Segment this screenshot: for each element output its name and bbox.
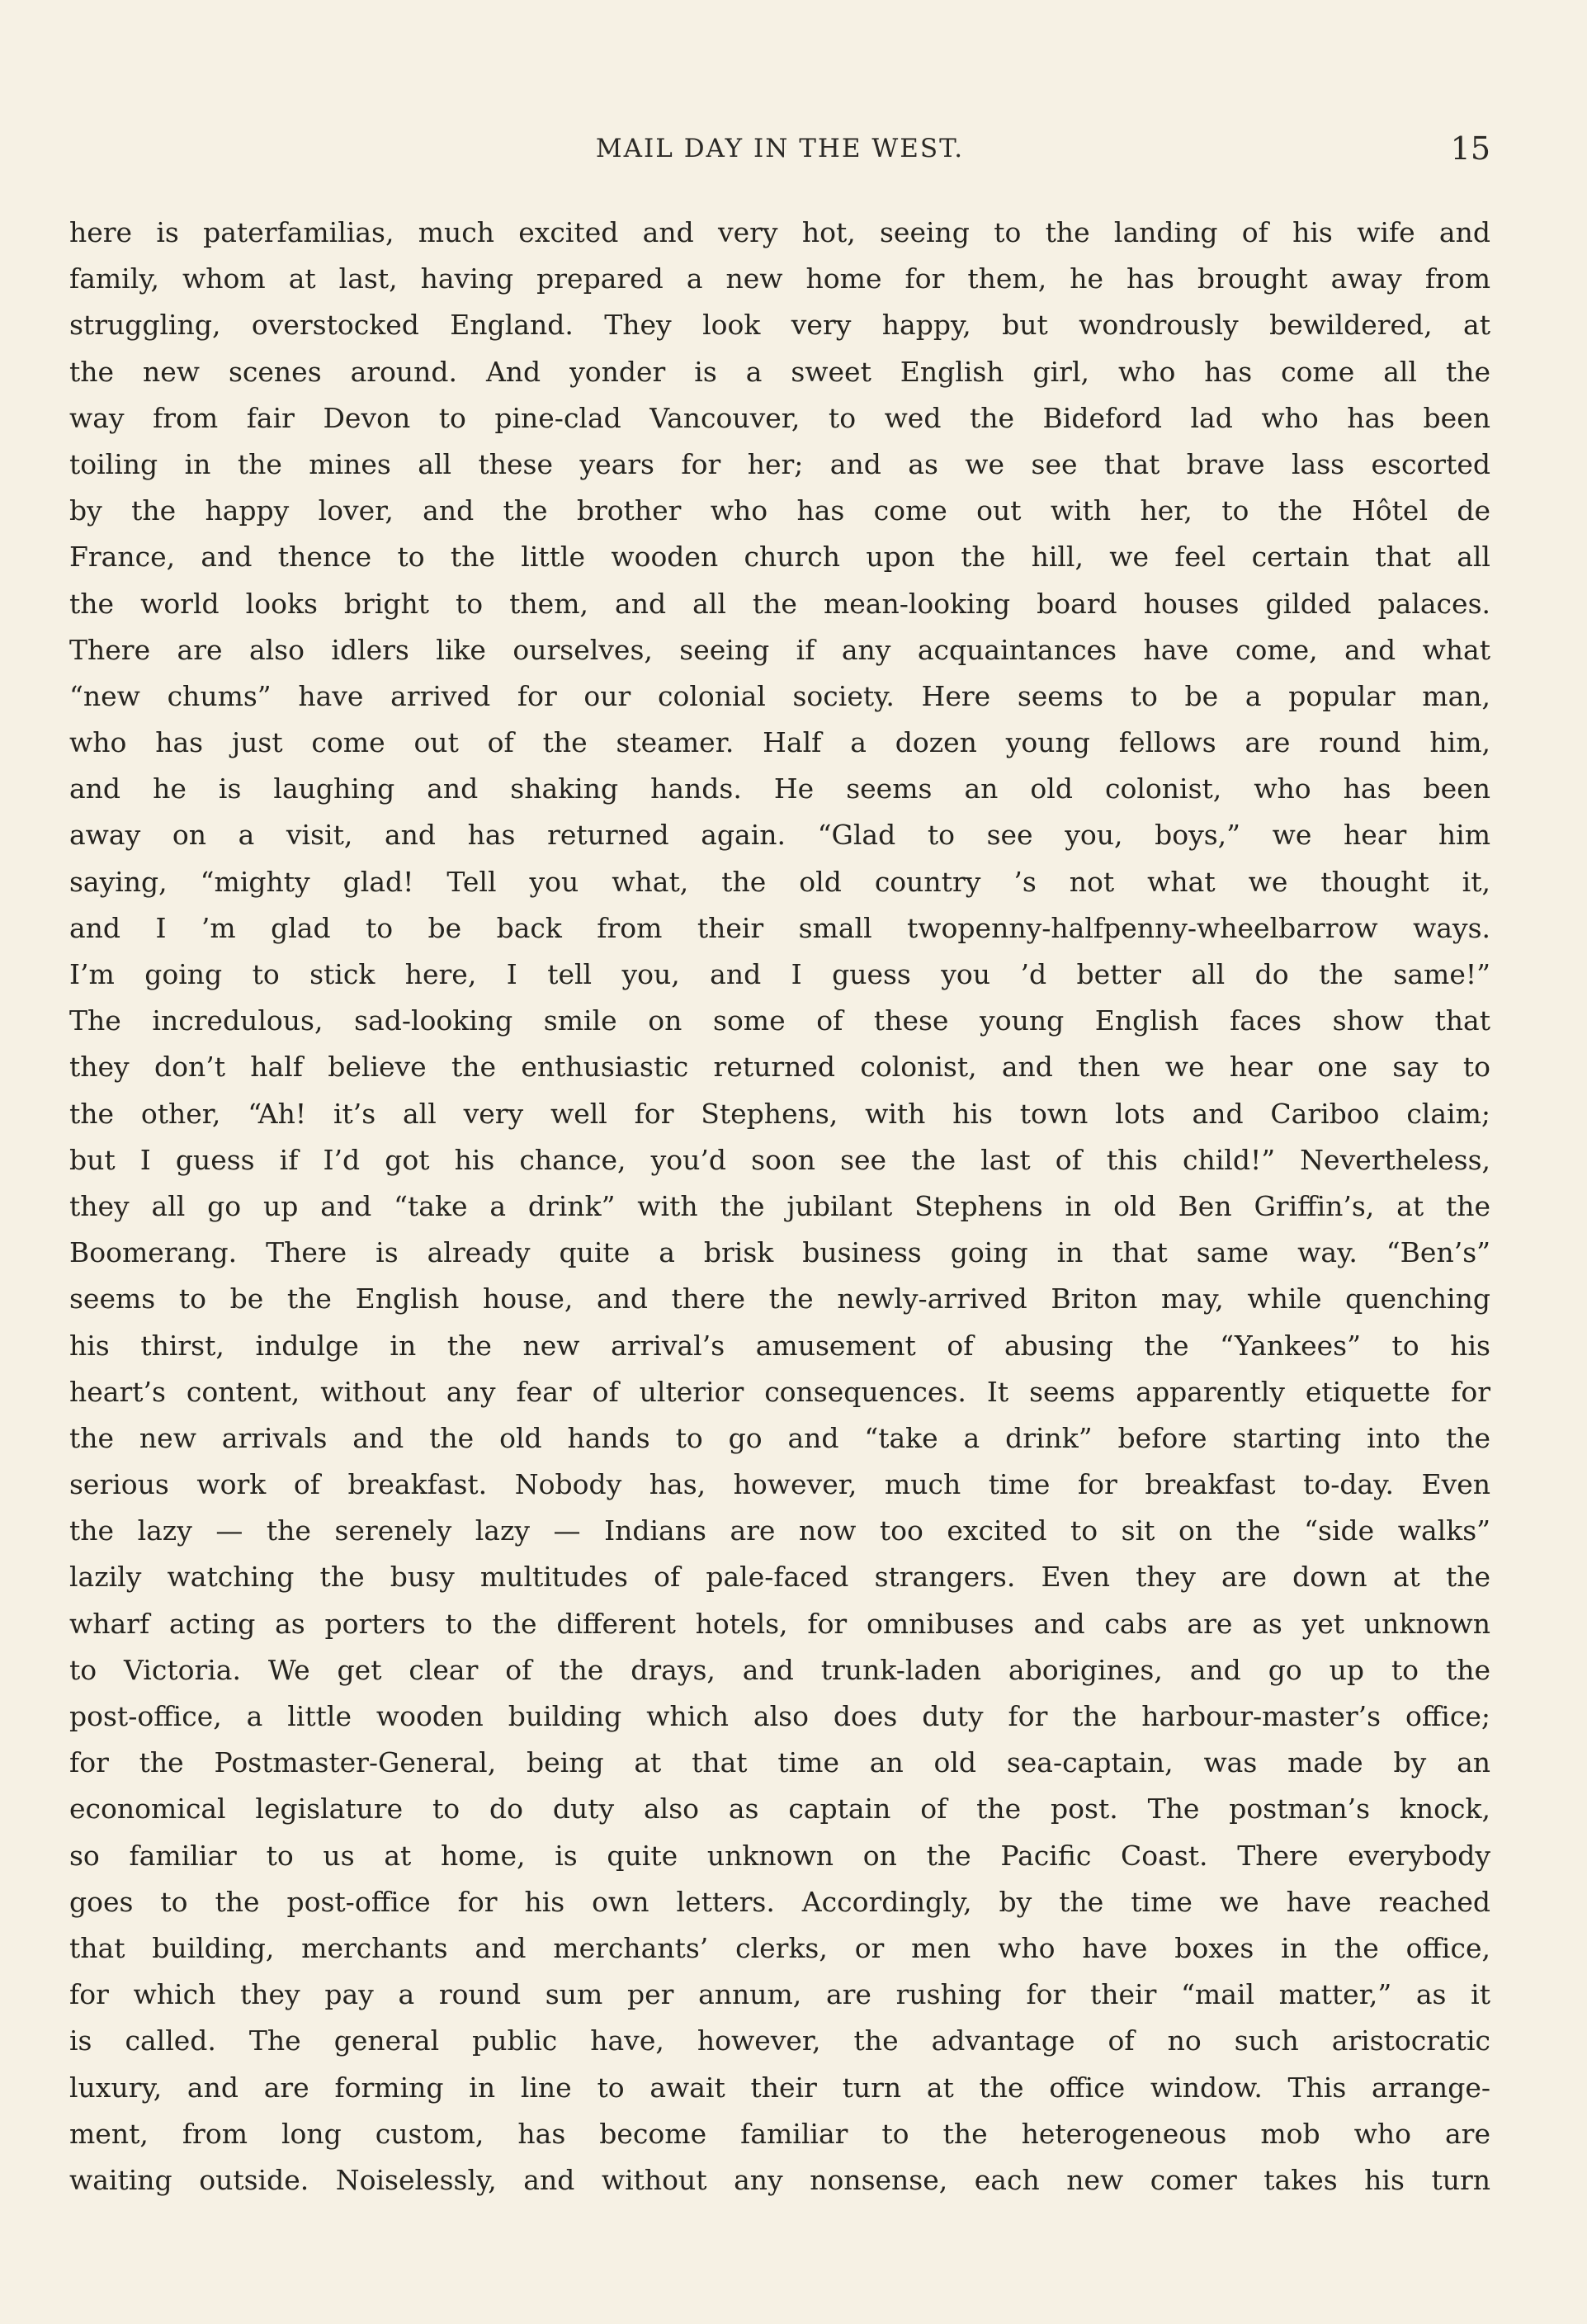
- text-line: waiting outside. Noiselessly, and without any nonsense, each new comer takes his turn: [69, 2163, 1490, 2196]
- text-line: and I ’m glad to be back from their small twopenny-halfpenny-wheelbarrow ways.: [69, 911, 1490, 944]
- text-line: toiling in the mines all these years for her; and as we see that brave lass escorted: [69, 447, 1490, 480]
- text-line: struggling, overstocked England. They look very happy, but wondrously bewildered, at: [69, 309, 1490, 342]
- text-line: is called. The general public have, however, the advantage of no such aristocratic: [69, 2024, 1490, 2057]
- text-line: serious work of breakfast. Nobody has, however, much time for breakfast to-day. Even: [69, 1468, 1490, 1501]
- text-line: “new chums” have arrived for our colonial society. Here seems to be a popular man,: [69, 679, 1490, 712]
- running-title: MAIL DAY IN THE WEST.: [595, 134, 965, 163]
- text-line: so familiar to us at home, is quite unknown on the Pacific Coast. There everybody: [69, 1839, 1490, 1872]
- text-line: economical legislature to do duty also as captain of the post. The postman’s knock,: [69, 1793, 1490, 1826]
- text-line: saying, “mighty glad! Tell you what, the old country ’s not what we thought it,: [69, 865, 1490, 898]
- text-line: they all go up and “take a drink” with the jubilant Stephens in old Ben Griffin’s, at the: [69, 1189, 1490, 1222]
- text-line: and he is laughing and shaking hands. He seems an old colonist, who has been: [69, 772, 1490, 805]
- text-line: There are also idlers like ourselves, seeing if any acquaintances have come, and what: [69, 633, 1490, 666]
- text-line: heart’s content, without any fear of ulterior consequences. It seems apparently etiquette for: [69, 1375, 1490, 1408]
- text-line: post-office, a little wooden building which also does duty for the harbour-master’s office;: [69, 1700, 1490, 1732]
- text-line: luxury, and are forming in line to await their turn at the office window. This arrange-: [69, 2071, 1490, 2104]
- text-line: his thirst, indulge in the new arrival’s amusement of abusing the “Yankees” to his: [69, 1329, 1490, 1362]
- text-line: that building, merchants and merchants’ clerks, or men who have boxes in the office,: [69, 1931, 1490, 1964]
- text-line: the lazy — the serenely lazy — Indians are now too excited to sit on the “side walks”: [69, 1514, 1490, 1547]
- text-line: to Victoria. We get clear of the drays, and trunk-laden aborigines, and go up to the: [69, 1653, 1490, 1686]
- text-line: seems to be the English house, and there the newly-arrived Briton may, while quenching: [69, 1282, 1490, 1316]
- page-number: 15: [1450, 130, 1490, 167]
- text-line: Boomerang. There is already quite a brisk business going in that same way. “Ben’s”: [69, 1236, 1490, 1269]
- body-text: [69, 210, 1490, 2204]
- text-line: for which they pay a round sum per annum, are rushing for their “mail matter,” as it: [69, 1978, 1490, 2011]
- text-line: I’m going to stick here, I tell you, and I guess you ’d better all do the same!”: [69, 958, 1490, 990]
- text-line: wharf acting as porters to the different hotels, for omnibuses and cabs are as yet unknown: [69, 1607, 1490, 1640]
- text-line: away on a visit, and has returned again. “Glad to see you, boys,” we hear him: [69, 819, 1490, 852]
- text-line: goes to the post-office for his own letters. Accordingly, by the time we have reached: [69, 1885, 1490, 1918]
- text-line: for the Postmaster-General, being at that time an old sea-captain, was made by an: [69, 1746, 1490, 1779]
- text-line: the new scenes around. And yonder is a sweet English girl, who has come all the: [69, 355, 1490, 388]
- text-line: here is paterfamilias, much excited and very hot, seeing to the landing of his wife and: [69, 216, 1490, 248]
- running-header: [69, 130, 1490, 167]
- text-line: they don’t half believe the enthusiastic returned colonist, and then we hear one say to: [69, 1051, 1490, 1084]
- text-line: ment, from long custom, has become familiar to the heterogeneous mob who are: [69, 2117, 1490, 2150]
- text-line: by the happy lover, and the brother who has come out with her, to the Hôtel de: [69, 494, 1490, 527]
- text-line: lazily watching the busy multitudes of pale-faced strangers. Even they are down at the: [69, 1561, 1490, 1594]
- text-line: the world looks bright to them, and all the mean-looking board houses gilded palaces.: [69, 587, 1490, 620]
- text-line: the other, “Ah! it’s all very well for Stephens, with his town lots and Cariboo claim;: [69, 1097, 1490, 1130]
- text-line: family, whom at last, having prepared a new home for them, he has brought away from: [69, 262, 1490, 295]
- text-line: the new arrivals and the old hands to go and “take a drink” before starting into the: [69, 1421, 1490, 1454]
- text-line: but I guess if I’d got his chance, you’d soon see the last of this child!” Nevertheless,: [69, 1143, 1490, 1176]
- text-line: who has just come out of the steamer. Half a dozen young fellows are round him,: [69, 726, 1490, 759]
- text-line: way from fair Devon to pine-clad Vancouver, to wed the Bideford lad who has been: [69, 401, 1490, 434]
- text-line: France, and thence to the little wooden church upon the hill, we feel certain that all: [69, 541, 1490, 574]
- text-line: The incredulous, sad-looking smile on some of these young English faces show that: [69, 1004, 1490, 1037]
